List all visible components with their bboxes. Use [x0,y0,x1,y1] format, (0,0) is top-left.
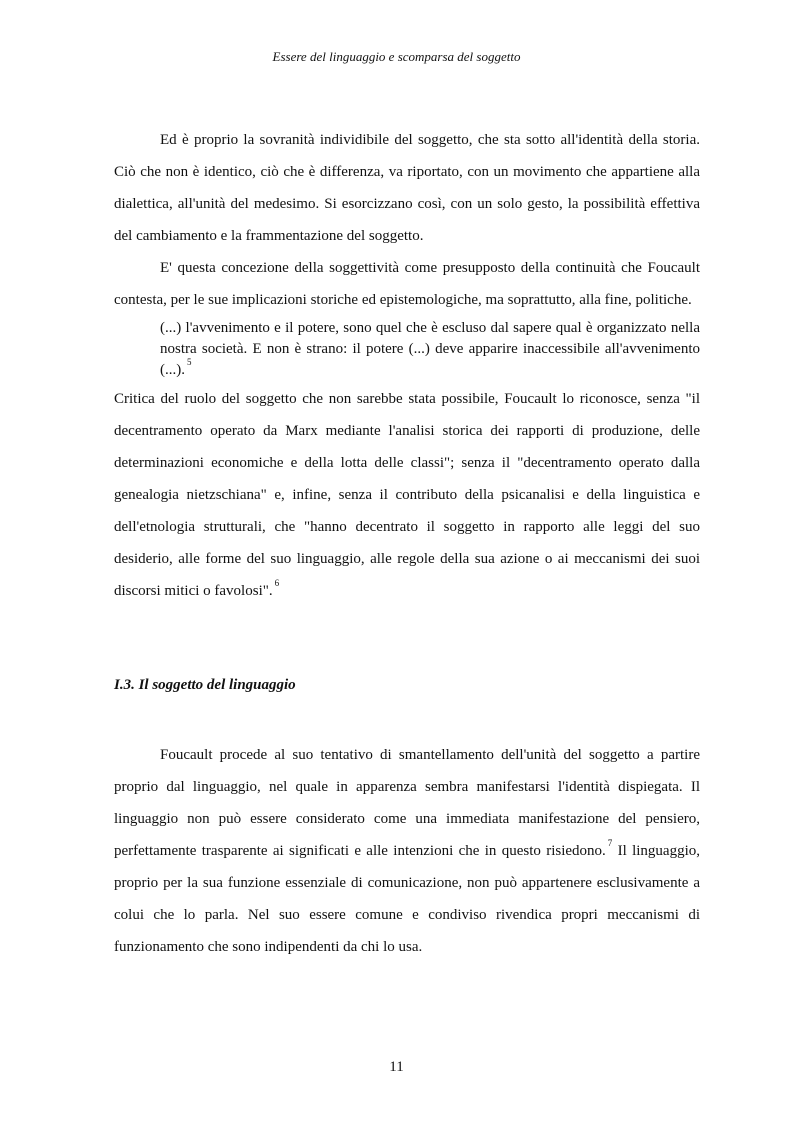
paragraph-language-text-2: Il linguaggio, proprio per la sua funzione essenziale di comunicazione, non può appartenere esclusivamente a colui che lo parla. Nel suo essere comune e condiviso rivendica propri meccanismi di funzionamento che sono indipendenti da chi lo usa. [114,843,700,955]
block-quote-text: (...) l'avvenimento e il potere, sono quel che è escluso dal sapere qual è organizzato nella nostra società. E non è strano: il potere (...) deve apparire inaccessibile all'avvenimento (...). [160,320,700,378]
block-quote [160,318,700,381]
page-body [114,124,700,963]
paragraph-subjectivity: E' questa concezione della soggettività come presupposto della continuità che Foucault contesta, per le sue implicazioni storiche ed epistemologiche, ma soprattutto, alla fine, politiche. [114,260,700,308]
heading-spacer [114,695,700,739]
footnote-marker-6[interactable]: 6 [274,578,280,588]
running-header: Essere del linguaggio e scomparsa del soggetto [272,49,521,64]
paragraph-sovereignty: Ed è proprio la sovranità individibile del soggetto, che sta sotto all'identità della storia. Ciò che non è identico, ciò che è differenza, va riportato, con un movimento che appartiene alla dialettica, all'unità del medesimo. Si esorcizzano così, con un solo gesto, la possibilità effettiva del cambiamento e la frammentazione del soggetto. [114,132,700,244]
footnote-marker-5[interactable]: 5 [187,357,192,367]
page-number: 11 [389,1059,404,1075]
paragraph-critique-text: Critica del ruolo del soggetto che non sarebbe stata possibile, Foucault lo riconosce, senza "il decentramento operato da Marx mediante l'analisi storica dei rapporti di produzione, delle determinazioni economiche e della lotta delle classi"; senza il "decentramento operato dalla genealogia nietzschiana" e, infine, senza il contributo della psicanalisi e della linguistica e dell'etnologia strutturali, che "hanno decentrato il soggetto in rapporto alle leggi del suo desiderio, alle forme del suo linguaggio, alle regole della sua azione o ai meccanismi dei suoi discorsi mitici o favolosi". [114,391,700,599]
paragraph-language-text-1: Foucault procede al suo tentativo di smantellamento dell'unità del soggetto a partire proprio dal linguaggio, nel quale in apparenza sembra manifestarsi l'identità dispiegata. Il linguaggio non può essere considerato come una immediata manifestazione del pensiero, perfettamente trasparente ai significati e alle intenzioni che in questo risiedono. [114,747,700,859]
footnote-marker-7[interactable]: 7 [607,838,613,848]
paragraph-critique [114,383,700,607]
paragraph-language [114,739,700,963]
section-heading: I.3. Il soggetto del linguaggio [114,677,296,693]
